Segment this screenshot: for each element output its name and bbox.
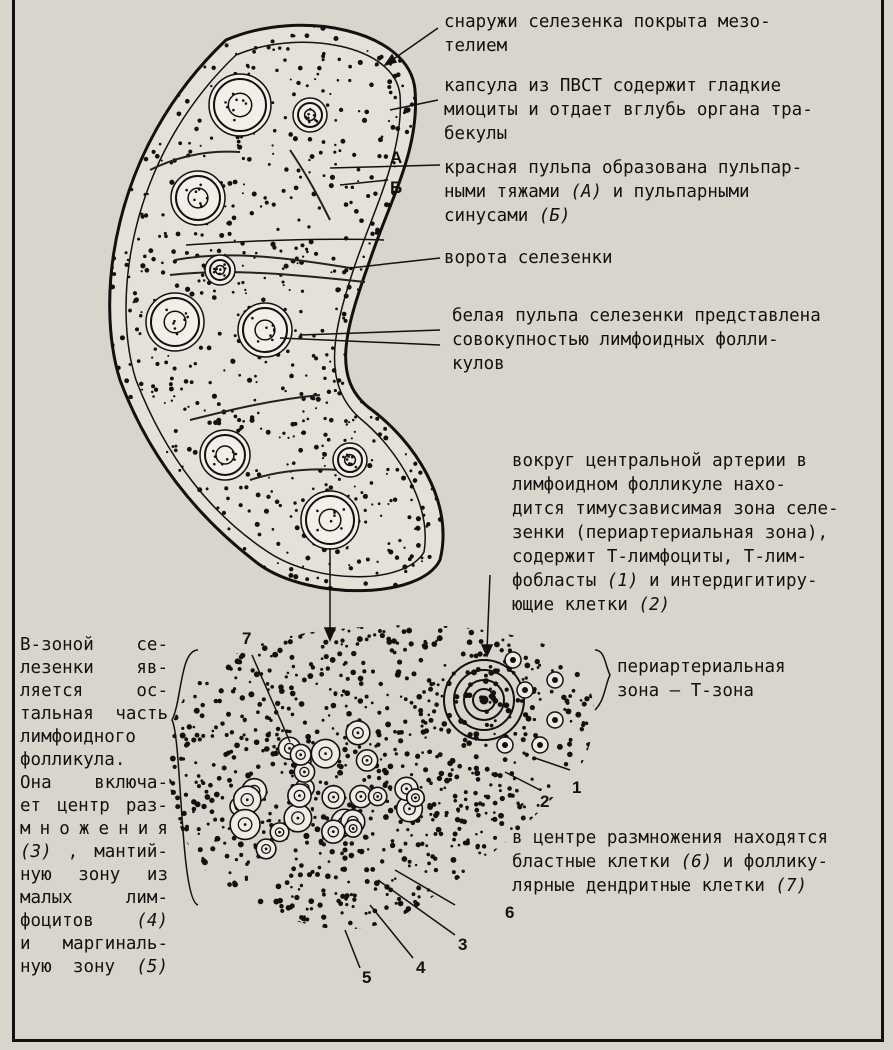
hilum-note: ворота селезенки [444,248,613,268]
b-zone-word: ет [20,796,42,816]
germinal-line-1: в центре размножения находятся [512,828,829,848]
b-zone-line-6 [20,749,168,772]
germinal-line-2: бластные клетки (6) и фоллику- [512,852,829,872]
b-zone-word: Она [20,773,52,793]
mesothelium-line-2: телием [444,36,508,56]
label-2: 2 [540,792,550,811]
periarterial-line-2: лимфоидном фолликуле нахо- [512,475,786,495]
b-zone-line-8 [20,795,168,818]
enlarged-lymphoid-follicle [158,618,613,952]
red-pulp-line-1: красная пульпа образована пульпар- [444,158,803,178]
b-zone-word: н [118,819,129,839]
b-zone-word: зону [78,865,121,885]
t-zone-note [617,655,786,703]
b-zone-word: ляется [20,681,84,701]
periarterial-line-5: содержит Т-лимфоциты, Т-лим- [512,547,808,567]
b-zone-word: тальная [20,704,94,724]
periarterial-line-1: вокруг центральной артерии в [512,451,808,471]
b-zone-word: и [137,819,149,839]
b-zone-word: В-зоной [20,635,94,655]
b-zone-word: м [20,819,31,839]
periarterial-line-4: зенки (периартериальная зона), [512,523,829,543]
label-a: А [390,148,403,167]
b-zone-line-11 [20,864,168,887]
mesothelium-note [444,10,771,58]
capsule-line-3: бекулы [444,124,508,144]
b-zone-note [20,634,168,979]
b-zone-word: малых [20,888,73,908]
label-5: 5 [362,968,372,987]
b-zone-line-7 [20,772,168,795]
b-zone-line-1 [20,634,168,657]
b-zone-line-2 [20,657,168,680]
red-pulp-line-3: синусами (Б) [444,206,571,226]
b-zone-word: лимфоидного [20,727,136,747]
b-zone-word: ную [20,957,52,977]
germinal-line-3: лярные дендритные клетки (7) [512,876,808,896]
periarterial-line-3: дится тимусзависимая зона селе- [512,499,839,519]
spleen-section [98,19,460,611]
b-zone-word: и [20,934,31,954]
b-zone-word: (4) [136,911,168,931]
b-zone-word: ос- [136,681,168,701]
white-pulp-note [452,304,821,376]
red-pulp-note [444,156,802,228]
b-zone-line-13 [20,910,168,933]
b-zone-word: (3) [20,842,52,862]
white-pulp-line-2: совокупностью лимфоидных фолли- [452,330,779,350]
b-zone-word: мантий- [94,842,168,862]
b-zone-word: е [98,819,110,839]
b-zone-line-9 [20,818,168,841]
marginal-zone-cells [158,618,613,952]
b-zone-word: я [157,819,168,839]
b-zone-word: яв- [136,658,168,678]
b-zone-line-4 [20,703,168,726]
b-zone-word: н [39,819,51,839]
label-6: 6 [505,903,515,922]
b-zone-word: фолликула. [20,750,126,770]
b-zone-word: лим- [125,888,168,908]
label-3: 3 [458,935,468,954]
b-zone-word: маргиналь- [62,934,168,954]
periarterial-line-6: фобласты (1) и интердигитиру- [512,571,818,591]
mesothelium-line-1: снаружи селезенка покрыта мезо- [444,12,771,32]
b-zone-word: се- [136,635,168,655]
b-zone-word: (5) [136,957,168,977]
b-zone-word: часть [115,704,168,724]
b-zone-line-5 [20,726,168,749]
label-1: 1 [572,778,582,797]
central-artery [444,660,524,740]
b-zone-line-15 [20,956,168,979]
b-zone-word: центр [57,796,110,816]
b-zone-word: включа- [94,773,168,793]
b-zone-line-14 [20,933,168,956]
capsule-line-2: миоциты и отдает вглубь органа тра- [444,100,813,120]
t-zone-line-2: зона — Т-зона [617,681,754,701]
label-b: Б [390,178,403,197]
white-pulp-line-3: кулов [452,354,505,374]
label-7: 7 [242,629,252,648]
b-zone-word: лезенки [20,658,94,678]
b-zone-line-3 [20,680,168,703]
red-pulp-line-2: ными тяжами (А) и пульпарными [444,182,750,202]
capsule-line-1: капсула из ПВСТ содержит гладкие [444,76,782,96]
b-zone-line-10 [20,841,168,864]
white-pulp-line-1: белая пульпа селезенки представлена [452,306,821,326]
periarterial-note [512,449,839,617]
b-zone-word: фоцитов [20,911,94,931]
t-zone-line-1: периартериальная [617,657,786,677]
b-zone-line-12 [20,887,168,910]
b-zone-word: о [59,819,70,839]
germinal-center-note [512,826,828,898]
b-zone-word: ж [78,819,90,839]
b-zone-word: раз- [125,796,168,816]
b-zone-word: из [146,865,168,885]
label-4: 4 [416,958,426,977]
b-zone-word: зону [72,957,116,977]
b-zone-word: ную [20,865,52,885]
capsule-note [444,74,813,146]
periarterial-line-7: ющие клетки (2) [512,595,671,615]
b-zone-word: , [67,842,79,862]
